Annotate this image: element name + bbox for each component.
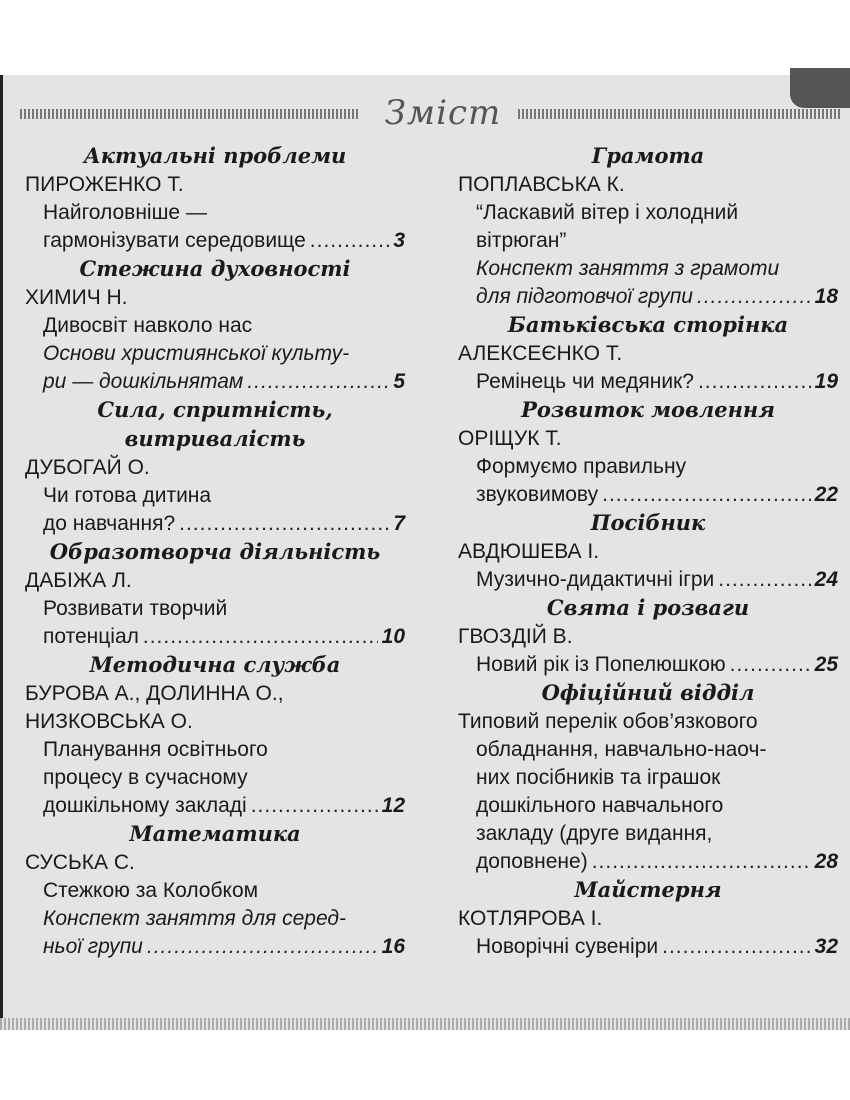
- article-title: вітрюган”: [476, 229, 567, 252]
- article-title: Найголовніше —: [43, 201, 207, 224]
- toc-line: [43, 368, 405, 396]
- article-title: Дивосвіт навколо нас: [43, 314, 253, 337]
- section-heading: Методична служба: [89, 652, 341, 677]
- article-title: потенціал: [43, 625, 139, 648]
- article-subtitle: Основи християнської культу-: [43, 342, 350, 365]
- article-title: Новорічні сувеніри: [476, 935, 659, 958]
- toc-line: [476, 566, 838, 594]
- page-title: Зміст: [384, 93, 502, 133]
- page-number: 32: [814, 935, 838, 958]
- article-title: них посібників та іграшок: [476, 766, 721, 789]
- author-name: ДАБІЖА Л.: [25, 569, 132, 592]
- section-heading: Грамота: [591, 143, 705, 168]
- toc-line: [43, 510, 405, 538]
- dot-leader: [247, 368, 389, 396]
- page-number: 10: [381, 625, 405, 648]
- article-title: дошкільному закладі: [43, 794, 247, 817]
- author-name: НИЗКОВСЬКА О.: [25, 710, 193, 733]
- section-heading: Математика: [129, 821, 301, 846]
- dot-leader: [592, 848, 811, 876]
- toc-line: [43, 792, 405, 820]
- article-title: процесу в сучасному: [43, 766, 248, 789]
- article-title: Музично-дидактичні ігри: [476, 568, 715, 591]
- section-heading: Майстерня: [574, 877, 722, 902]
- dot-leader: [251, 792, 378, 820]
- toc-column-right: [458, 142, 838, 961]
- toc-entry: [458, 396, 838, 509]
- article-title: ри — дошкільнятам: [43, 370, 244, 393]
- page-number: 16: [381, 935, 405, 958]
- author-name: КОТЛЯРОВА І.: [458, 907, 603, 930]
- author-name: ПОПЛАВСЬКА К.: [458, 173, 625, 196]
- article-title: до навчання?: [43, 512, 176, 535]
- page-number: 22: [814, 483, 838, 506]
- author-name: АЛЕКСЕЄНКО Т.: [458, 342, 623, 365]
- toc-line: [476, 848, 838, 876]
- section-heading: Посібник: [590, 510, 706, 535]
- toc-entry: [458, 594, 838, 679]
- article-title: дошкільного навчального: [476, 794, 724, 817]
- author-name: БУРОВА А., ДОЛИННА О.,: [25, 682, 284, 705]
- article-title: для підготовчої групи: [476, 285, 693, 308]
- dot-leader: [662, 933, 811, 961]
- toc-entry: [458, 876, 838, 961]
- toc-line: [476, 651, 838, 679]
- toc-entry: [458, 311, 838, 396]
- toc-entry: [25, 651, 405, 820]
- article-title: Чи готова дитина: [43, 484, 212, 507]
- author-name: ХИМИЧ Н.: [25, 286, 128, 309]
- section-heading: Образотворча діяльність: [49, 539, 381, 564]
- dot-leader: [698, 368, 811, 396]
- toc-entry: [25, 538, 405, 651]
- author-name: ДУБОГАЙ О.: [25, 456, 150, 479]
- article-title: доповнене): [476, 850, 588, 873]
- toc-line: [476, 481, 838, 509]
- article-title: обладнання, навчально-наоч-: [476, 738, 767, 761]
- contents-header: [20, 93, 840, 133]
- article-subtitle: Конспект заняття з грамоти: [476, 257, 780, 280]
- article-subtitle: Конспект заняття для серед-: [43, 907, 347, 930]
- section-heading: Офіційний відділ: [541, 680, 755, 705]
- article-title: Стежкою за Колобком: [43, 879, 259, 902]
- section-heading: Розвиток мовлення: [521, 397, 775, 422]
- toc-entry: [458, 679, 838, 876]
- toc-line: [43, 623, 405, 651]
- section-heading: Батьківська сторінка: [507, 312, 789, 337]
- header-rule-right: [518, 109, 840, 119]
- page-number: 19: [814, 370, 838, 393]
- toc-entry: [25, 396, 405, 538]
- toc-line: [43, 933, 405, 961]
- dot-leader: [310, 227, 390, 255]
- dot-leader: [718, 566, 810, 594]
- page-number: 28: [814, 850, 838, 873]
- author-name: ОРІЩУК Т.: [458, 427, 562, 450]
- toc-entry: [25, 820, 405, 961]
- dot-leader: [602, 481, 811, 509]
- toc-entry: [25, 255, 405, 396]
- toc-line: [476, 368, 838, 396]
- section-heading: Стежина духовності: [79, 256, 351, 281]
- article-title: гармонізувати середовище: [43, 229, 306, 252]
- page-number: 7: [393, 512, 405, 535]
- page-number: 12: [381, 794, 405, 817]
- header-rule-left: [20, 109, 360, 119]
- page-number: 18: [814, 285, 838, 308]
- article-title: Новий рік із Попелюшкою: [476, 653, 726, 676]
- article-title: закладу (друге видання,: [476, 822, 713, 845]
- author-name: АВДЮШЕВА І.: [458, 540, 600, 563]
- article-title: Ремінець чи медяник?: [476, 370, 694, 393]
- article-title: “Ласкавий вітер і холодний: [476, 201, 739, 224]
- article-title: Формуємо правильну: [476, 455, 687, 478]
- page-number: 24: [814, 568, 838, 591]
- article-title: Планування освітнього: [43, 738, 268, 761]
- article-title: ньої групи: [43, 935, 143, 958]
- section-heading: витривалість: [124, 426, 306, 451]
- page-number: 3: [393, 229, 405, 252]
- section-heading: Свята і розваги: [546, 595, 750, 620]
- section-heading: Актуальні проблеми: [83, 143, 347, 168]
- author-name: ГВОЗДІЙ В.: [458, 625, 573, 648]
- dot-leader: [143, 623, 378, 651]
- author-name: СУСЬКА С.: [25, 851, 135, 874]
- section-heading: Сила, спритність,: [97, 397, 333, 422]
- toc-column-left: [25, 142, 405, 961]
- article-title: Типовий перелік обов’язкового: [458, 710, 758, 733]
- dot-leader: [697, 283, 811, 311]
- toc-entry: [458, 509, 838, 594]
- toc-line: [43, 227, 405, 255]
- page-number: 5: [393, 370, 405, 393]
- toc-line: [476, 283, 838, 311]
- bottom-rule: [0, 1018, 850, 1030]
- dot-leader: [179, 510, 389, 538]
- toc-entry: [25, 142, 405, 255]
- toc-line: [476, 933, 838, 961]
- page-number: 25: [814, 653, 838, 676]
- toc-entry: [458, 142, 838, 311]
- article-title: звуковимову: [476, 483, 599, 506]
- author-name: ПИРОЖЕНКО Т.: [25, 173, 184, 196]
- article-title: Розвивати творчий: [43, 597, 228, 620]
- dot-leader: [147, 933, 378, 961]
- dot-leader: [730, 651, 811, 679]
